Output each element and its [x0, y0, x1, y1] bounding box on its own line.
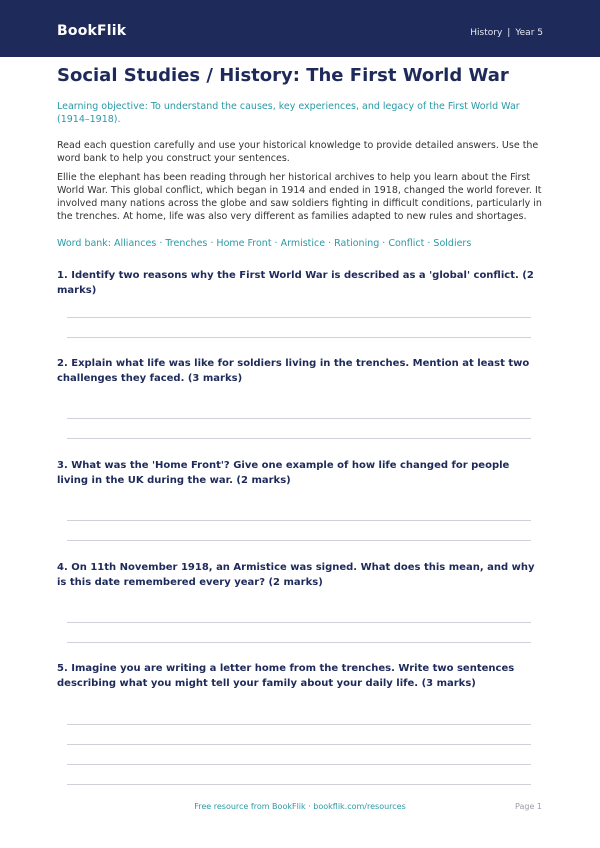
learning-objective: Learning objective: To understand the causes, key experiences, and legacy of the First World War (1914–1918).: [57, 101, 520, 125]
question-5: 5. Imagine you are writing a letter home from the trenches. Write two sentences describing what you might tell your family about your daily life. (3 marks): [57, 663, 515, 689]
word-bank: Word bank: Alliances · Trenches · Home Front · Armistice · Rationing · Conflict · Soldiers: [57, 238, 472, 249]
answer-line[interactable]: [67, 744, 531, 745]
page-title: Social Studies / History: The First World War: [57, 65, 509, 86]
year-label: Year 5: [515, 28, 543, 38]
intro-text: Ellie the elephant has been reading through her historical archives to help you learn about the First World War. This global conflict, which began in 1914 and ended in 1918, changed the world forever. It involved many nations across the globe and saw soldiers fighting in difficult conditions, particularly in the trenches. At home, life was also very different as families adapted to new rules and shortages.: [57, 172, 542, 222]
question-4: 4. On 11th November 1918, an Armistice was signed. What does this mean, and why is this date remembered every year? (2 marks): [57, 562, 535, 588]
page-number: Page 1: [515, 802, 542, 811]
header-meta: [470, 28, 543, 38]
brand-logo[interactable]: BookFlik: [57, 23, 127, 39]
instructions-text: Read each question carefully and use your historical knowledge to provide detailed answers. Use the word bank to help you construct your sentences.: [57, 140, 539, 164]
header-separator: |: [507, 28, 511, 38]
answer-line[interactable]: [67, 438, 531, 439]
answer-line[interactable]: [67, 520, 531, 521]
footer-link[interactable]: Free resource from BookFlik · bookflik.com/resources: [194, 802, 406, 811]
answer-line[interactable]: [67, 622, 531, 623]
question-1: 1. Identify two reasons why the First World War is described as a 'global' conflict. (2 marks): [57, 270, 534, 296]
answer-line[interactable]: [67, 337, 531, 338]
answer-line[interactable]: [67, 642, 531, 643]
question-3: 3. What was the 'Home Front'? Give one example of how life changed for people living in the UK during the war. (2 marks): [57, 460, 510, 486]
answer-line[interactable]: [67, 724, 531, 725]
subject-label: History: [470, 28, 503, 38]
question-2: 2. Explain what life was like for soldiers living in the trenches. Mention at least two challenges they faced. (3 marks): [57, 358, 530, 384]
answer-line[interactable]: [67, 540, 531, 541]
answer-line[interactable]: [67, 418, 531, 419]
answer-line[interactable]: [67, 784, 531, 785]
header-bar: [0, 0, 600, 57]
answer-line[interactable]: [67, 764, 531, 765]
answer-line[interactable]: [67, 317, 531, 318]
